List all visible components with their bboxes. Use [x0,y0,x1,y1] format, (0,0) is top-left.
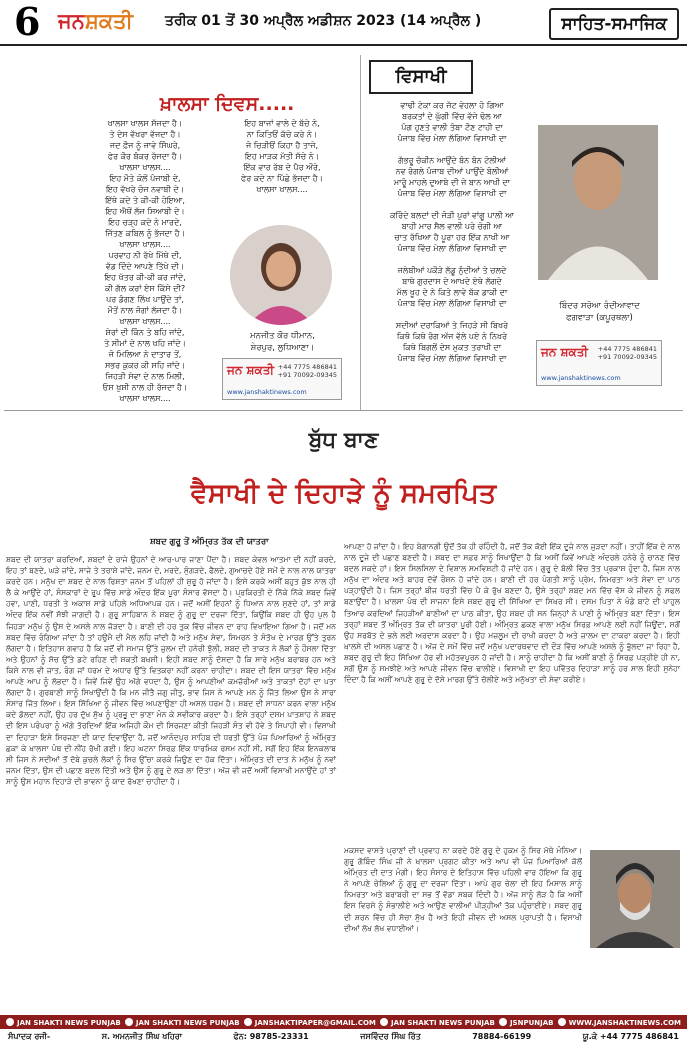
poem-line: ਵੱਡ ਦਿੰਦੇ ਆਪਣੇ ਤਿੱਖੇ ਦੀ। [105,262,185,271]
poem-line: ਸਭਰ ਕੁਕਰ ਕੀ ਸਹਿ ਜਾਂਦੇ। [104,361,186,370]
contact-item: ਜਸਵਿੰਦਰ ਸਿੰਘ ਰਿੱਤ [360,1031,421,1041]
logobox2-phone-1: +44 7775 486841 [597,345,657,353]
article-column-1: ਸ਼ਬਦ ਦੀ ਯਾਤਰਾ ਕਰਦਿਆਂ, ਸ਼ਬਦਾਂ ਦੇ ਰਾਜੇ ਉਹਨਾਂ ਦੇ ਆਰ-ਪਾਰ ਜਾਣਾ ਪੈਂਦਾ ਹੈ। ਸ਼ਬਦ ਕੇਵਲ ਆਤਮਾ ਦੀ ਨਹੀਂ ਕਰਦੇ, ਇਹ ਤਾਂ ਬਣਦੇ, ਘੜੇ ਜਾਂਦੇ, ਸਾਜੇ ਤੇ ਤਰਾਸ਼ੇ ਜਾਂਦੇ, ਜਨਮ ਦੇ, ਮਰਦੇ, ਸੁੰਗੜਦੇ, ਫੈਲਦੇ, ਗੁਆਚਦੇ ਹੋਏ ਸਮੇਂ ਦੇ ਨਾਲ ਨਾਲ ਯਾਤਰਾ ਕਰਦੇ ਹਨ। ਮਨੁੱਖ ਦਾ ਸ਼ਬਦ ਦੇ ਨਾਲ ਰਿਸ਼ਤਾ ਜਨਮ ਤੋਂ ਪਹਿਲਾਂ ਹੀ ਸ਼ੁਰੂ ਹੋ ਜਾਂਦਾ ਹੈ। ਇਸੇ ਕਰਕੇ ਅਸੀਂ ਬਹੁਤ ਕੁੱਝ ਨਾਲ ਹੀ ਲੈ ਕੇ ਆਉਂਦੇ ਹਾਂ, ਸੰਸਕਾਰਾਂ ਦੇ ਰੂਪ ਵਿੱਚ ਸਾਡੇ ਅੰਦਰ ਇੱਕ ਪੂਰਾ ਸੰਸਾਰ ਵੱਸਦਾ ਹੈ। ਪ੍ਰਕਿਰਤੀ ਦੇ ਨਿੱਕੇ ਨਿੱਕੇ ਸ਼ਬਦ ਜਿਵੇਂ ਹਵਾ, ਪਾਣੀ, ਧਰਤੀ ਤੇ ਅਕਾਸ਼ ਸਾਡੇ ਪਹਿਲੇ ਅਧਿਆਪਕ ਹਨ। ਜਦੋਂ ਅਸੀਂ ਇਹਨਾਂ ਨੂੰ ਧਿਆਨ ਨਾਲ ਸੁਣਦੇ ਹਾਂ, ਤਾਂ ਸਾਡੇ ਅੰਦਰ ਇੱਕ ਨਵੀਂ ਸੋਝੀ ਜਾਗਦੀ ਹੈ। ਗੁਰੂ ਸਾਹਿਬਾਨ ਨੇ ਸ਼ਬਦ ਨੂੰ ਗੁਰੂ ਦਾ ਦਰਜਾ ਦਿੱਤਾ, ਕਿਉਂਕਿ ਸ਼ਬਦ ਹੀ ਉਹ ਪੁਲ ਹੈ ਜਿਹੜਾ ਮਨੁੱਖ ਨੂੰ ਉਸ ਦੇ ਅਸਲੇ ਨਾਲ ਜੋੜਦਾ ਹੈ। ਬਾਣੀ ਦੀ ਹਰ ਤੁਕ ਵਿੱਚ ਜੀਵਨ ਦਾ ਰਾਹ ਵਿਖਾਇਆ ਗਿਆ ਹੈ। ਜਦੋਂ ਮਨ ਸ਼ਬਦ ਵਿੱਚ ਰੰਗਿਆ ਜਾਂਦਾ ਹੈ ਤਾਂ ਹਉਮੈ ਦੀ ਮੈਲ ਲਹਿ ਜਾਂਦੀ ਹੈ ਅਤੇ ਮਨੁੱਖ ਸੇਵਾ, ਸਿਮਰਨ ਤੇ ਸੰਤੋਖ ਦੇ ਮਾਰਗ ਉੱਤੇ ਤੁਰਨ ਲੱਗਦਾ ਹੈ। ਇਤਿਹਾਸ ਗਵਾਹ ਹੈ ਕਿ ਜਦੋਂ ਵੀ ਸਮਾਜ ਉੱਤੇ ਜ਼ੁਲਮ ਦੀ ਹਨੇਰੀ ਝੁੱਲੀ, ਸ਼ਬਦ ਦੀ ਤਾਕਤ ਨੇ ਲੋਕਾਂ ਨੂੰ ਹੌਸਲਾ ਦਿੱਤਾ ਅਤੇ ਉਹਨਾਂ ਨੂੰ ਸੱਚ ਉੱਤੇ ਡਟੇ ਰਹਿਣ ਦੀ ਸ਼ਕਤੀ ਬਖ਼ਸ਼ੀ। ਇਹੀ ਸ਼ਬਦ ਸਾਨੂੰ ਦੱਸਦਾ ਹੈ ਕਿ ਸਾਰੇ ਮਨੁੱਖ ਬਰਾਬਰ ਹਨ ਅਤੇ ਕਿਸੇ ਨਾਲ ਵੀ ਜਾਤ, ਰੰਗ ਜਾਂ ਧਰਮ ਦੇ ਅਧਾਰ ਉੱਤੇ ਵਿਤਕਰਾ ਨਹੀਂ ਕਰਨਾ ਚਾਹੀਦਾ। ਸ਼ਬਦ ਦੀ ਇਸ ਯਾਤਰਾ ਵਿੱਚ ਮਨੁੱਖ ਆਪਣੇ ਆਪ ਨੂੰ ਲੱਭਦਾ ਹੈ। ਜਿਵੇਂ ਜਿਵੇਂ ਉਹ ਅੱਗੇ ਵਧਦਾ ਹੈ, ਉਸ ਨੂੰ ਆਪਣੀਆਂ ਕਮਜ਼ੋਰੀਆਂ ਅਤੇ ਤਾਕਤਾਂ ਦੋਹਾਂ ਦਾ ਪਤਾ ਲੱਗਦਾ ਹੈ। ਗੁਰਬਾਣੀ ਸਾਨੂੰ ਸਿਖਾਉਂਦੀ ਹੈ ਕਿ ਮਨ ਜੀਤੈ ਜਗੁ ਜੀਤੁ, ਭਾਵ ਜਿਸ ਨੇ ਆਪਣੇ ਮਨ ਨੂੰ ਜਿੱਤ ਲਿਆ ਉਸ ਨੇ ਸਾਰਾ ਸੰਸਾਰ ਜਿੱਤ ਲਿਆ। ਇਸ ਸਿੱਖਿਆ ਨੂੰ ਜੀਵਨ ਵਿੱਚ ਅਪਣਾਉਣਾ ਹੀ ਅਸਲ ਧਰਮ ਹੈ। ਸ਼ਬਦ ਦੀ ਸਾਧਨਾ ਕਰਨ ਵਾਲਾ ਮਨੁੱਖ ਕਦੇ ਡੋਲਦਾ ਨਹੀਂ, ਉਹ ਹਰ ਦੁੱਖ ਸੁੱਖ ਨੂੰ ਪ੍ਰਭੂ ਦਾ ਭਾਣਾ ਮੰਨ ਕੇ ਸਵੀਕਾਰ ਕਰਦਾ ਹੈ। ਇਸੇ ਤਰ੍ਹਾਂ ਦਸਮ ਪਾਤਸ਼ਾਹ ਨੇ ਸ਼ਬਦ ਦੀ ਇਸ ਪਰੰਪਰਾ ਨੂੰ ਅੱਗੇ ਤੋਰਦਿਆਂ ਇੱਕ ਅਜਿਹੀ ਕੌਮ ਦੀ ਸਿਰਜਣਾ ਕੀਤੀ ਜਿਹੜੀ ਸੰਤ ਵੀ ਹੋਵੇ ਤੇ ਸਿਪਾਹੀ ਵੀ। ਵਿਸਾਖੀ ਦਾ ਦਿਹਾੜਾ ਇਸੇ ਸਿਰਜਣਾ ਦੀ ਯਾਦ ਦਿਵਾਉਂਦਾ ਹੈ, ਜਦੋਂ ਆਨੰਦਪੁਰ ਸਾਹਿਬ ਦੀ ਧਰਤੀ ਉੱਤੇ ਪੰਜ ਪਿਆਰਿਆਂ ਨੂੰ ਅੰਮ੍ਰਿਤ ਛਕਾ ਕੇ ਖ਼ਾਲਸਾ ਪੰਥ ਦੀ ਨੀਂਹ ਰੱਖੀ ਗਈ। ਇਹ ਘਟਨਾ ਸਿਰਫ਼ ਇੱਕ ਧਾਰਮਿਕ ਰਸਮ ਨਹੀਂ ਸੀ, ਸਗੋਂ ਇਹ ਇੱਕ ਇਨਕਲਾਬ ਸੀ ਜਿਸ ਨੇ ਸਦੀਆਂ ਤੋਂ ਦੱਬੇ ਕੁਚਲੇ ਲੋਕਾਂ ਨੂੰ ਸਿਰ ਉੱਚਾ ਕਰਕੇ ਜਿਊਣ ਦਾ ਹੱਕ ਦਿੱਤਾ। ਅੰਮ੍ਰਿਤ ਦੀ ਦਾਤ ਨੇ ਮਨੁੱਖ ਨੂੰ ਨਵਾਂ ਜਨਮ ਦਿੱਤਾ, ਉਸ ਦੀ ਪਛਾਣ ਬਦਲ ਦਿੱਤੀ ਅਤੇ ਉਸ ਨੂੰ ਗੁਰੂ ਦੇ ਲੜ ਲਾ ਦਿੱਤਾ। ਅੱਜ ਵੀ ਜਦੋਂ ਅਸੀਂ ਵਿਸਾਖੀ ਮਨਾਉਂਦੇ ਹਾਂ ਤਾਂ ਸਾਨੂੰ ਉਸ ਮਹਾਨ ਦਿਹਾੜੇ ਦੀ ਭਾਵਨਾ ਨੂੰ ਯਾਦ ਰੱਖਣਾ ਚਾਹੀਦਾ ਹੈ। [6,555,336,786]
facebook-icon [380,1018,388,1026]
poem2-author: ਬਿੰਦਰ ਸਰੋਆ ਰੰਦੀਆਵਾਦ [559,301,640,311]
poem-line: ਜੋ ਮਿਲਿਆ ਨੇ ਦਾਤਾਰ ਤੋਂ, [108,350,182,359]
poem-line: ਪੰਗ ਹੁਣਤੇ ਵਾਲੀ ਤੰਬਾ ਟੌਣ ਟਾਹੀ ਦਾ [401,123,503,132]
section-label: ਸਾਹਿਤ-ਸਮਾਜਿਕ [549,8,679,40]
section-rule [4,410,683,411]
poem-line: ਮੱਲ ਖੂਹ ਦੇ ਨੇ ਕਿਤੇ ਲਾਵੇ ਬੱਕ ਡਾਕੀ ਦਾ [396,288,508,297]
social-link[interactable] [244,1018,376,1027]
poem-line: ਸ਼ੇਰਾਂ ਦੀ ਕਿੰਨ ਤੇ ਬਹਿ ਜਾਂਦੇ, [105,328,185,337]
contact-item: ਸ. ਅਮਨਜੀਤ ਸਿੰਘ ਖਹਿਰਾ [101,1031,183,1041]
social-link[interactable] [6,1018,121,1027]
poem-line: ਖਾਲਸਾ ਖਾਲਸ.... [119,394,171,403]
poem-line: ਬਰਕਤਾਂ ਦੇ ਘੁੱਗੀ ਵਿੱਚ ਵੱਜੇ ਢੋਲ ਆ [402,112,502,121]
poem-line: ਕੀ ਗੱਲ ਕਰਾਂ ਏਸ ਕਿੱਸੇ ਦੀ? [104,284,186,293]
article-column-3: ਮਕਸਦ ਵਾਸਤੇ ਪ੍ਰਾਣਾਂ ਦੀ ਪ੍ਰਵਾਹ ਨਾ ਕਰਦੇ ਹੋਏ ਗੁਰੂ ਦੇ ਹੁਕਮ ਨੂੰ ਸਿਰ ਮੱਥੇ ਮੰਨਿਆ। ਗੁਰੂ ਗੋਬਿੰਦ ਸਿੰਘ ਜੀ ਨੇ ਖ਼ਾਲਸਾ ਪ੍ਰਗਟ ਕੀਤਾ ਅਤੇ ਆਪ ਵੀ ਪੰਜ ਪਿਆਰਿਆਂ ਕੋਲੋਂ ਅੰਮ੍ਰਿਤ ਦੀ ਦਾਤ ਮੰਗੀ। ਇਹ ਸੰਸਾਰ ਦੇ ਇਤਿਹਾਸ ਵਿੱਚ ਪਹਿਲੀ ਵਾਰ ਹੋਇਆ ਕਿ ਗੁਰੂ ਨੇ ਆਪਣੇ ਚੇਲਿਆਂ ਨੂੰ ਗੁਰੂ ਦਾ ਦਰਜਾ ਦਿੱਤਾ। ਆਪੇ ਗੁਰ ਚੇਲਾ ਦੀ ਇਹ ਮਿਸਾਲ ਸਾਨੂੰ ਨਿਮਰਤਾ ਅਤੇ ਬਰਾਬਰੀ ਦਾ ਸਭ ਤੋਂ ਵੱਡਾ ਸਬਕ ਦਿੰਦੀ ਹੈ। ਅੱਜ ਸਾਨੂੰ ਲੋੜ ਹੈ ਕਿ ਅਸੀਂ ਇਸ ਵਿਰਸੇ ਨੂੰ ਸੰਭਾਲੀਏ ਅਤੇ ਆਉਣ ਵਾਲੀਆਂ ਪੀੜ੍ਹੀਆਂ ਤੱਕ ਪਹੁੰਚਾਈਏ। ਸ਼ਬਦ ਗੁਰੂ ਦੀ ਸ਼ਰਨ ਵਿੱਚ ਹੀ ਸੱਚਾ ਸੁੱਖ ਹੈ ਅਤੇ ਇਹੀ ਜੀਵਨ ਦੀ ਅਸਲ ਪ੍ਰਾਪਤੀ ਹੈ। ਵਿਸਾਖੀ ਦੀਆਂ ਲੱਖ ਲੱਖ ਵਧਾਈਆਂ। [344,846,582,933]
contact-bar [0,1030,687,1043]
poem-line [372,199,532,210]
poem2-title: ਵਿਸਾਖੀ [369,60,473,94]
email-icon [244,1018,252,1026]
jan-shakti-logo-box-2 [536,340,662,386]
youtube-icon [6,1018,14,1026]
poem-line: ਇਹ ਮਾੜਕ ਮੱਤੀ ਸੱਚੇ ਨੇ। [244,152,320,161]
poem-line: ਇਹ ਐਥੋਂ ਲੱਜ ਸਿਆਬੀ ਦੇ। [105,207,185,216]
logobox-phone-2: +91 70092-09345 [277,371,337,379]
poem-line: ਫੇਰ ਕੌਰ ਬੰਕਰ ਰੱਜਦਾ ਹੈ। [107,152,183,161]
woman-portrait-icon [230,225,332,325]
poem-line: ਇੱਥੇ ਕਦੇ ਤੇ ਕੀ-ਕੀ ਹੋਇਆ, [105,196,185,205]
article-subtitle: ਵੈਸਾਖੀ ਦੇ ਦਿਹਾੜੇ ਨੂੰ ਸਮਰਪਿਤ [190,478,497,509]
poem-line: ਪਰ ਡੰਗਣ ਲਿੱਖ ਪਾਉਂਦੇ ਤਾਂ, [106,295,184,304]
poem-line: ਖਾਲਸਾ ਖਾਲਸ.... [256,185,308,194]
contact-item: ਯੂ.ਕੇ +44 7775 486841 [582,1031,679,1041]
poem-line: ਇਹ ਮੌਤੇ ਕੋਲੋਂ ਪੰਜਾਬੀ ਦੇ, [109,174,181,183]
social-label: JAN SHAKTI NEWS PUNJAB [391,1018,495,1027]
poem-line: ਪੰਜਾਬ ਵਿੱਚ ਮੇਲਾ ਲੱਗਿਆ ਵਿਸਾਖੀ ਦਾ [397,354,507,363]
social-label: JANSHAKTIPAPER@GMAIL.COM [254,1018,376,1027]
article-title: ਬੁੱਧ ਬਾਣ [308,428,379,453]
social-link[interactable] [125,1018,240,1027]
poem-line: ਓਸ ਖੁਸ਼ੀ ਨਾਲ ਹੀ ਰੱਜਦਾ ਹੈ। [102,383,188,392]
facebook-icon [125,1018,133,1026]
poem1-place: ਸ਼ੇਰਪੁਰ, ਲੁਧਿਆਣਾ। [250,343,315,353]
contact-item: 78884-66199 [472,1032,532,1041]
poem2-place: ਫਗਵਾੜਾ (ਕਪੂਰਥਲਾ) [566,313,633,323]
poem-line: ਖਾਲਸਾ ਖਾਲਸ.... [119,240,171,249]
poem-line: ਕਰਿੰਦੇ ਬਲਦਾਂ ਦੀ ਜੋੜੀ ਪੁਰਾਂ ਵਾਂਗੂ ਪਾਲੀ ਆ [390,211,514,220]
poem-line: ਬਾਹੀ ਮਾਰ ਸੈਲ ਵਾਲੀ ਪਰੇ ਚੋਗੀ ਆ [401,222,503,231]
contact-item: ਸੰਪਾਦਕ ਰਜੀ- [8,1031,51,1041]
poem-line: ਵਾਢੀ ਟੇਕਾ ਕਰ ਜੱਟ ਵੇਹਲਾ ਹੋ ਗਿਆ [400,101,504,110]
poem-line: ਕਿਥੇ ਬਿਗਲੋਂ ਦੇਸ ਮੁਕਤ ਤਰਾਖੀ ਦਾ [402,343,502,352]
man-portrait-icon [538,125,658,280]
author-photo-turban [590,850,680,948]
poem-line: ਖਾਲਸਾ ਖਾਲਸ.... [119,317,171,326]
logobox-phones [278,363,337,379]
article-column-2: ਆਪਣਾ ਹੋ ਜਾਂਦਾ ਹੈ। ਇਹ ਬੇਗਾਨਗੀ ਉਦੋਂ ਤੱਕ ਹੀ ਰਹਿੰਦੀ ਹੈ, ਜਦੋਂ ਤੱਕ ਕੋਈ ਇੱਕ ਦੂਜੇ ਨਾਲ ਜੁੜਦਾ ਨਹੀਂ। ਤਾਹੀਂ ਇੱਕ ਦੇ ਨਾਲ ਨਾਲ ਦੂਜੇ ਦੀ ਪਛਾਣ ਬਣਦੀ ਹੈ। ਸ਼ਬਦ ਦਾ ਸਫ਼ਰ ਸਾਨੂੰ ਸਿਖਾਉਂਦਾ ਹੈ ਕਿ ਅਸੀਂ ਕਿਵੇਂ ਆਪਣੇ ਅੰਦਰਲੇ ਹਨੇਰੇ ਨੂੰ ਚਾਨਣ ਵਿੱਚ ਬਦਲ ਸਕਦੇ ਹਾਂ। ਇਸ ਸਿਲਸਿਲਾ ਦੇ ਵਿਸ਼ਾਲ ਸਮਵਿਸ਼ਟੀ ਹੋ ਜਾਂਦੇ ਹਨ। ਗੁਰੂ ਦੇ ਬੋਲੀ ਵਿੱਚ ਤੱਤ ਪ੍ਰਕਾਸ਼ ਹੁੰਦਾ ਹੈ, ਜਿਸ ਨਾਲ ਮਨੁੱਖ ਦਾ ਅੰਦਰ ਅਤੇ ਬਾਹਰ ਦੋਵੇਂ ਰੌਸ਼ਨ ਹੋ ਜਾਂਦੇ ਹਨ। ਬਾਣੀ ਦੀ ਹਰ ਪੰਗਤੀ ਸਾਨੂੰ ਪ੍ਰੇਮ, ਨਿਮਰਤਾ ਅਤੇ ਸੇਵਾ ਦਾ ਪਾਠ ਪੜ੍ਹਾਉਂਦੀ ਹੈ। ਜਿਸ ਤਰ੍ਹਾਂ ਬੀਜ ਧਰਤੀ ਵਿੱਚ ਪੈ ਕੇ ਰੁੱਖ ਬਣਦਾ ਹੈ, ਉਸੇ ਤਰ੍ਹਾਂ ਸ਼ਬਦ ਮਨ ਵਿੱਚ ਵੱਸ ਕੇ ਜੀਵਨ ਨੂੰ ਸਫਲ ਬਣਾਉਂਦਾ ਹੈ। ਖ਼ਾਲਸਾ ਪੰਥ ਦੀ ਸਾਜਨਾ ਇਸੇ ਸ਼ਬਦ ਗੁਰੂ ਦੀ ਸਿੱਖਿਆ ਦਾ ਸਿਖ਼ਰ ਸੀ। ਦਸਮ ਪਿਤਾ ਨੇ ਖੰਡੇ ਬਾਟੇ ਦੀ ਪਾਹੁਲ ਤਿਆਰ ਕਰਦਿਆਂ ਜਿਹੜੀਆਂ ਬਾਣੀਆਂ ਦਾ ਪਾਠ ਕੀਤਾ, ਉਹ ਸ਼ਬਦ ਹੀ ਸਨ ਜਿਨ੍ਹਾਂ ਨੇ ਪਾਣੀ ਨੂੰ ਅੰਮ੍ਰਿਤ ਬਣਾ ਦਿੱਤਾ। ਇਸ ਤਰ੍ਹਾਂ ਸ਼ਬਦ ਤੋਂ ਅੰਮ੍ਰਿਤ ਤੱਕ ਦੀ ਯਾਤਰਾ ਪੂਰੀ ਹੋਈ। ਅੰਮ੍ਰਿਤ ਛਕਣ ਵਾਲਾ ਮਨੁੱਖ ਸਿਰਫ਼ ਆਪਣੇ ਲਈ ਨਹੀਂ ਜਿਊਂਦਾ, ਸਗੋਂ ਉਹ ਸਰਬੱਤ ਦੇ ਭਲੇ ਲਈ ਅਰਦਾਸ ਕਰਦਾ ਹੈ। ਉਹ ਮਜ਼ਲੂਮ ਦੀ ਰਾਖੀ ਕਰਦਾ ਹੈ ਅਤੇ ਜ਼ਾਲਮ ਦਾ ਟਾਕਰਾ ਕਰਦਾ ਹੈ। ਇਹੀ ਖ਼ਾਲਸੇ ਦੀ ਅਸਲ ਪਛਾਣ ਹੈ। ਅੱਜ ਦੇ ਸਮੇਂ ਵਿੱਚ ਜਦੋਂ ਮਨੁੱਖ ਪਦਾਰਥਵਾਦ ਦੀ ਦੌੜ ਵਿੱਚ ਆਪਣੇ ਅਸਲੇ ਨੂੰ ਭੁੱਲਦਾ ਜਾ ਰਿਹਾ ਹੈ, ਸ਼ਬਦ ਗੁਰੂ ਦੀ ਇਹ ਸਿੱਖਿਆ ਹੋਰ ਵੀ ਮਹੱਤਵਪੂਰਨ ਹੋ ਜਾਂਦੀ ਹੈ। ਸਾਨੂੰ ਚਾਹੀਦਾ ਹੈ ਕਿ ਅਸੀਂ ਬਾਣੀ ਨੂੰ ਸਿਰਫ਼ ਪੜ੍ਹੀਏ ਹੀ ਨਾ, ਸਗੋਂ ਉਸ ਨੂੰ ਸਮਝੀਏ ਅਤੇ ਆਪਣੇ ਜੀਵਨ ਵਿੱਚ ਢਾਲੀਏ। ਵਿਸਾਖੀ ਦਾ ਇਹ ਪਵਿੱਤਰ ਦਿਹਾੜਾ ਸਾਨੂੰ ਹਰ ਸਾਲ ਇਹੀ ਸੁਨੇਹਾ ਦਿੰਦਾ ਹੈ ਕਿ ਅਸੀਂ ਆਪਣੇ ਗੁਰੂ ਦੇ ਦੱਸੇ ਮਾਰਗ ਉੱਤੇ ਚੱਲੀਏ ਅਤੇ ਮਨੁੱਖਤਾ ਦੀ ਸੇਵਾ ਕਰੀਏ। [344,542,680,685]
logo-part-b: ਸ਼ਕਤੀ [84,9,133,33]
turbaned-man-portrait-icon [590,850,680,948]
poem-line: ਸਦੀਆਂ ਦਰਾਕਿਆਂ ਤੇ ਜਿਹੜੇ ਸੀ ਬਿਖਰੇ [395,321,509,330]
poem-line: ਤੇ ਸੀਮਾਂ ਦੇ ਨਾਲ ਖਹਿ ਜਾਂਦੇ। [104,339,186,348]
social-link[interactable] [558,1018,681,1027]
poem2-credit [532,300,667,324]
poem-line: ਇਹ ਖੱਤਰ ਕੀ-ਕੀ ਕਰ ਜਾਂਦੇ, [104,273,186,282]
poem-line [372,144,532,155]
poem-line: ਜੋ ਚਿੜੀਓਂ ਕਿਹਾ ਹੈ ਤਾਜੇ, [245,141,319,150]
poem1-title: ਖ਼ਾਲਸਾ ਦਿਵਸ..... [160,93,295,115]
poem-line: ਨਵ ਰੰਗਲੇ ਪੰਜਾਬ ਦੀਆਂ ਪਾਉਂਦੇ ਬੋਲੀਆਂ [395,167,509,176]
poem-line: ਮੌਤੋਂ ਨਾਲ ਜੰਗਾਂ ਲੱਜਦਾ ਹੈ। [107,306,183,315]
poem-line: ਇਹ ਬਾਜਾਂ ਵਾਲੇ ਦੇ ਬੱਚੇ ਨੇ, [244,119,320,128]
logo-part-a: ਜਨ [58,9,85,33]
poem-line: ਗੱਭਰੂ ਚੱਕੀਨ ਆਉਂਦੇ ਬੰਨ ਬੰਨ ਟੋਲੀਆਂ [398,156,506,165]
poem-line: ਇੱਕ ਵਾਰ ਰੱਬ ਦੇ ਪੈਰ ਔਰੇ, [243,163,321,172]
poem-line: ਤੇ ਦੇਸ ਵੱਖਰਾ ਵੱਜਦਾ ਹੈ। [109,130,181,139]
poem-line: ਖਾਲਸਾ ਖਾਲਸ.... [119,163,171,172]
poem-line: ਨਾ ਕਿਤਿਓਂ ਕੱਚੇ ਕਰੇ ਨੇ। [246,130,318,139]
poem-line: ਕਿਥੋ ਕਿਥੇ ਰੰਗ ਅੱਜ ਵੱਲੇ ਪਏ ਨੇ ਨਿਖਰੇ [396,332,508,341]
logobox2-site: www.janshaktinews.com [541,374,621,382]
social-label: JAN SHAKTI NEWS PUNJAB [135,1018,240,1027]
poem1-column-1 [70,118,220,404]
author-photo-woman [230,225,332,325]
poem-line: ਫੇਰ ਕਦੇ ਨਾ ਪਿੱਛੇ ਭੱਜਦਾ ਹੈ। [241,174,323,183]
poem2-lines [372,100,532,364]
poem-line: ਬਾਥੇ ਗੁਰਦਾਸ ਦੇ ਆਖਦੇ ਏਥੇ ਲੱਗਦੇ [402,277,502,286]
poem-line: ਚਾਤ ਰੱਖਿਆ ਹੈ ਪੂਰਾ ਹਰ ਇੱਕ ਨਾਖੀ ਆ [394,233,510,242]
twitter-icon [499,1018,507,1026]
globe-icon [558,1018,566,1026]
poem-line: ਜਿਹੜੀ ਸੇਵਾ ਦੇ ਨਾਲ ਮਿਲੀ, [105,372,185,381]
logobox-phone-1: +44 7775 486841 [277,363,337,371]
poem-line: ਇਹ ਚੜ੍ਹ ਕਦੇ ਨੇ ਮਾਰਦੇ, [108,218,182,227]
poem-line [372,254,532,265]
social-link[interactable] [499,1018,554,1027]
poem-line: ਇਹ ਵੱਖਰੇ ਚੋਜ ਨਵਾਬੀ ਦੇ। [105,185,185,194]
social-link[interactable] [380,1018,495,1027]
column-divider [360,55,361,410]
masthead-logo [58,8,133,34]
poem1-column-2 [222,118,342,195]
social-bar [0,1015,687,1029]
article-byline: ਸ਼ਬਦ ਗੁਰੂ ਤੋਂ ਅੰਮ੍ਰਿਤ ਤੱਕ ਦੀ ਯਾਤਰਾ [150,537,269,547]
poem-line: ਪੰਜਾਬ ਵਿੱਚ ਮੇਲਾ ਲੱਗਿਆ ਵਿਸਾਖੀ ਦਾ [397,189,507,198]
poem-line [372,309,532,320]
social-label: JAN SHAKTI NEWS PUNJAB [17,1018,121,1027]
contact-item: ਫੋਨ: 98785-23331 [233,1031,309,1041]
page-number: 6 [14,0,41,44]
poem-line: ਜਦ ਫ਼ੌਜ ਨੂੰ ਜਾਵੇ ਸਿੰਘਰੇ, [109,141,181,150]
social-label: JSNPUNJAB [509,1018,554,1027]
jan-shakti-logo-box-1 [222,358,342,400]
poem-line: ਪਰਵਾਹ ਨੀ ਰੱਖੇ ਮਿੱਥੇ ਦੀ, [108,251,182,260]
author-photo-man [538,125,658,280]
poem-line: ਪੰਜਾਬ ਵਿੱਚ ਮੇਲਾ ਲੱਗਿਆ ਵਿਸਾਖੀ ਦਾ [397,299,507,308]
logobox2-phone-2: +91 70092-09345 [597,353,657,361]
poem-line: ਪੰਜਾਬ ਵਿੱਚ ਮੇਲਾ ਲੱਗਿਆ ਵਿਸਾਖੀ ਦਾ [397,134,507,143]
poem-line: ਮਾਰੂੰ ਮਾਹਲੇ ਦੁਆਬੇ ਦੀ ਜੇ ਬਾਨ ਆਖੀ ਦਾ [393,178,511,187]
page-header [0,0,687,46]
poem-line: ਜਿੱਤਣ ਕਬਿਲ ਨੂੰ ਭੱਜਦਾ ਹੈ। [105,229,185,238]
logobox-site: www.janshaktinews.com [227,388,307,396]
poem-line: ਜਲੇਬੀਆਂ ਪਕੌੜੇ ਲੱਡੂ ਨੁੰਦੀਆਂ ਤੇ ਚਲਦੇ [397,266,507,275]
social-label: WWW.JANSHAKTINEWS.COM [568,1018,681,1027]
poem-line: ਖਾਲਸਾ ਖਾਲਸ ਸੱਜਦਾ ਹੈ। [107,119,183,128]
logobox2-title: ਜਨ ਸ਼ਕਤੀ [541,345,588,359]
logobox2-phones [598,345,657,361]
edition-dateline: ਤਰੀਕ 01 ਤੋਂ 30 ਅਪ੍ਰੈਲ ਅਡੀਸ਼ਨ 2023 (14 ਅਪ੍ਰੈਲ ) [165,13,482,29]
poem1-author: ਮਨਜੀਤ ਕੌਰ ਧੀਮਾਨ, [250,331,315,341]
logobox-title: ਜਨ ਸ਼ਕਤੀ [227,363,274,377]
poem-line: ਪੰਜਾਬ ਵਿੱਚ ਮੇਲਾ ਲੱਗਿਆ ਵਿਸਾਖੀ ਦਾ [397,244,507,253]
poem1-credit [225,330,340,354]
